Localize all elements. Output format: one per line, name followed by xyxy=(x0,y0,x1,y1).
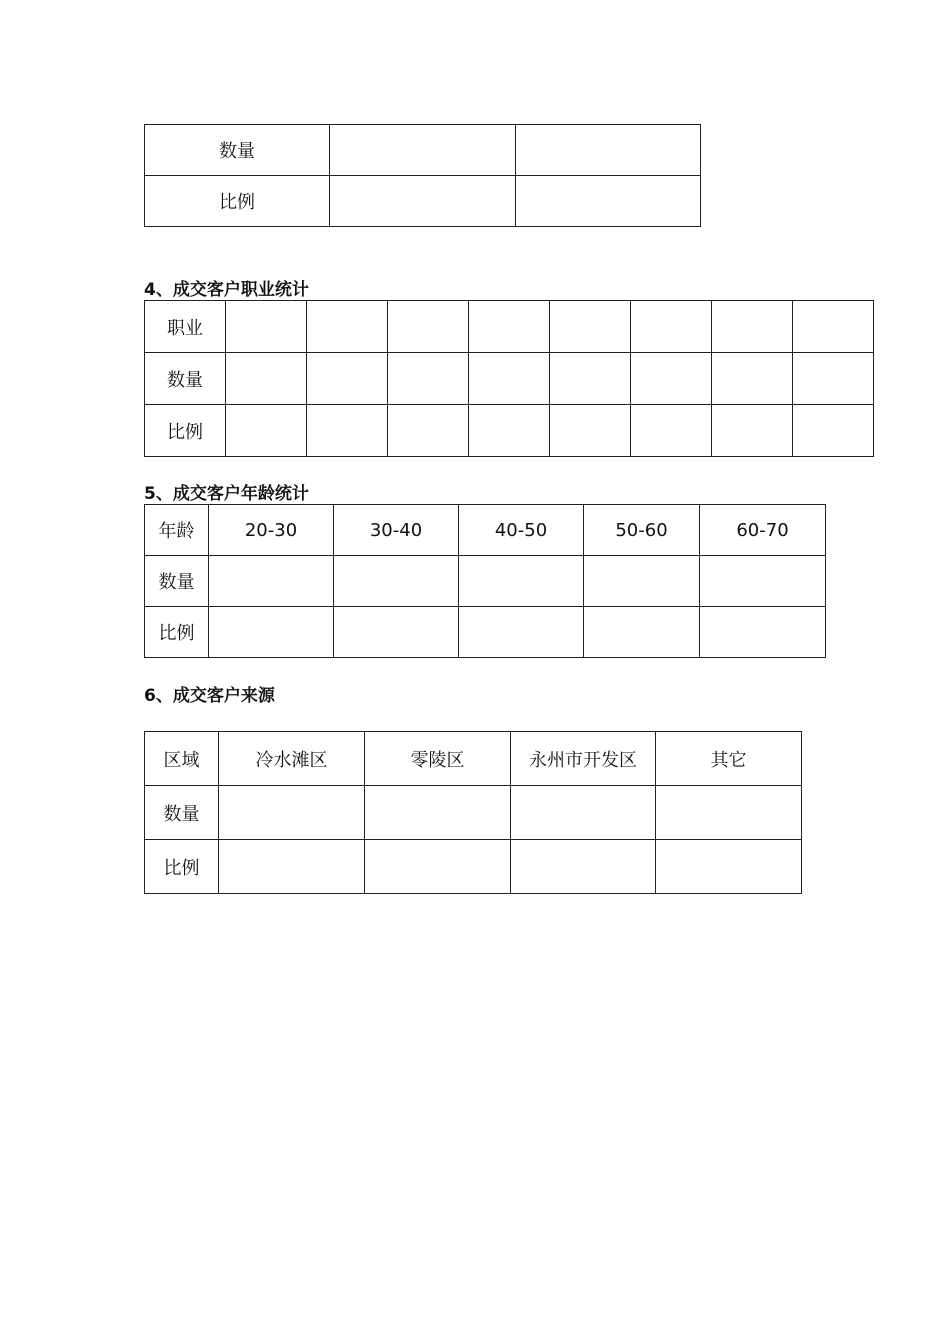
table-cell xyxy=(469,405,550,457)
table-cell xyxy=(712,301,793,353)
table-cell xyxy=(550,353,631,405)
row-header-cell: 数量 xyxy=(145,125,330,176)
row-header-cell: 比例 xyxy=(145,607,209,658)
table-cell: 50-60 xyxy=(584,505,700,556)
table-row xyxy=(145,732,802,786)
table-row xyxy=(145,607,826,658)
table-cell xyxy=(226,353,307,405)
table-cell xyxy=(459,556,584,607)
table-cell xyxy=(334,556,459,607)
table-cell: 冷水滩区 xyxy=(219,732,365,786)
row-header-cell: 比例 xyxy=(145,840,219,894)
table-cell xyxy=(469,301,550,353)
customer-source-table xyxy=(144,731,802,894)
table-cell xyxy=(550,405,631,457)
row-header-cell: 区域 xyxy=(145,732,219,786)
table-cell xyxy=(516,125,701,176)
table-cell xyxy=(330,176,516,227)
row-header-cell: 数量 xyxy=(145,353,226,405)
table-cell xyxy=(307,301,388,353)
table-cell xyxy=(307,353,388,405)
table-cell xyxy=(631,353,712,405)
table-cell xyxy=(584,607,700,658)
table-cell xyxy=(656,840,802,894)
count-ratio-table xyxy=(144,124,701,227)
table-cell xyxy=(712,353,793,405)
source-section-heading: 6、成交客户来源 xyxy=(144,686,275,706)
table-cell xyxy=(388,405,469,457)
table-cell xyxy=(550,301,631,353)
table-cell xyxy=(365,840,511,894)
table-cell xyxy=(365,786,511,840)
table-cell xyxy=(511,840,656,894)
row-header-cell: 数量 xyxy=(145,556,209,607)
table-cell: 30-40 xyxy=(334,505,459,556)
table-row xyxy=(145,125,701,176)
table-cell xyxy=(584,556,700,607)
table-row xyxy=(145,556,826,607)
table-row xyxy=(145,176,701,227)
table-row xyxy=(145,301,874,353)
row-header-cell: 数量 xyxy=(145,786,219,840)
table-row xyxy=(145,505,826,556)
row-header-cell: 年龄 xyxy=(145,505,209,556)
table-cell xyxy=(330,125,516,176)
table-cell: 零陵区 xyxy=(365,732,511,786)
table-cell: 40-50 xyxy=(459,505,584,556)
table-cell xyxy=(511,786,656,840)
table-cell xyxy=(388,353,469,405)
occupation-section-heading: 4、成交客户职业统计 xyxy=(144,280,309,300)
table-cell xyxy=(219,840,365,894)
table-cell xyxy=(388,301,469,353)
table-cell xyxy=(469,353,550,405)
table-cell xyxy=(631,301,712,353)
table-cell xyxy=(334,607,459,658)
row-header-cell: 比例 xyxy=(145,405,226,457)
table-cell xyxy=(793,405,874,457)
table-cell xyxy=(793,353,874,405)
age-stats-table xyxy=(144,504,826,658)
table-cell xyxy=(793,301,874,353)
table-cell xyxy=(656,786,802,840)
table-cell xyxy=(700,607,826,658)
table-row xyxy=(145,353,874,405)
table-cell xyxy=(712,405,793,457)
table-cell xyxy=(226,301,307,353)
table-row xyxy=(145,840,802,894)
table-cell xyxy=(307,405,388,457)
table-cell xyxy=(219,786,365,840)
table-row xyxy=(145,786,802,840)
age-section-heading: 5、成交客户年龄统计 xyxy=(144,484,309,504)
table-cell: 永州市开发区 xyxy=(511,732,656,786)
occupation-stats-table xyxy=(144,300,874,457)
table-row xyxy=(145,405,874,457)
table-cell xyxy=(209,607,334,658)
table-cell xyxy=(459,607,584,658)
table-cell: 60-70 xyxy=(700,505,826,556)
table-cell: 其它 xyxy=(656,732,802,786)
table-cell xyxy=(516,176,701,227)
table-cell xyxy=(209,556,334,607)
table-cell: 20-30 xyxy=(209,505,334,556)
table-cell xyxy=(631,405,712,457)
table-cell xyxy=(226,405,307,457)
table-cell xyxy=(700,556,826,607)
row-header-cell: 比例 xyxy=(145,176,330,227)
row-header-cell: 职业 xyxy=(145,301,226,353)
